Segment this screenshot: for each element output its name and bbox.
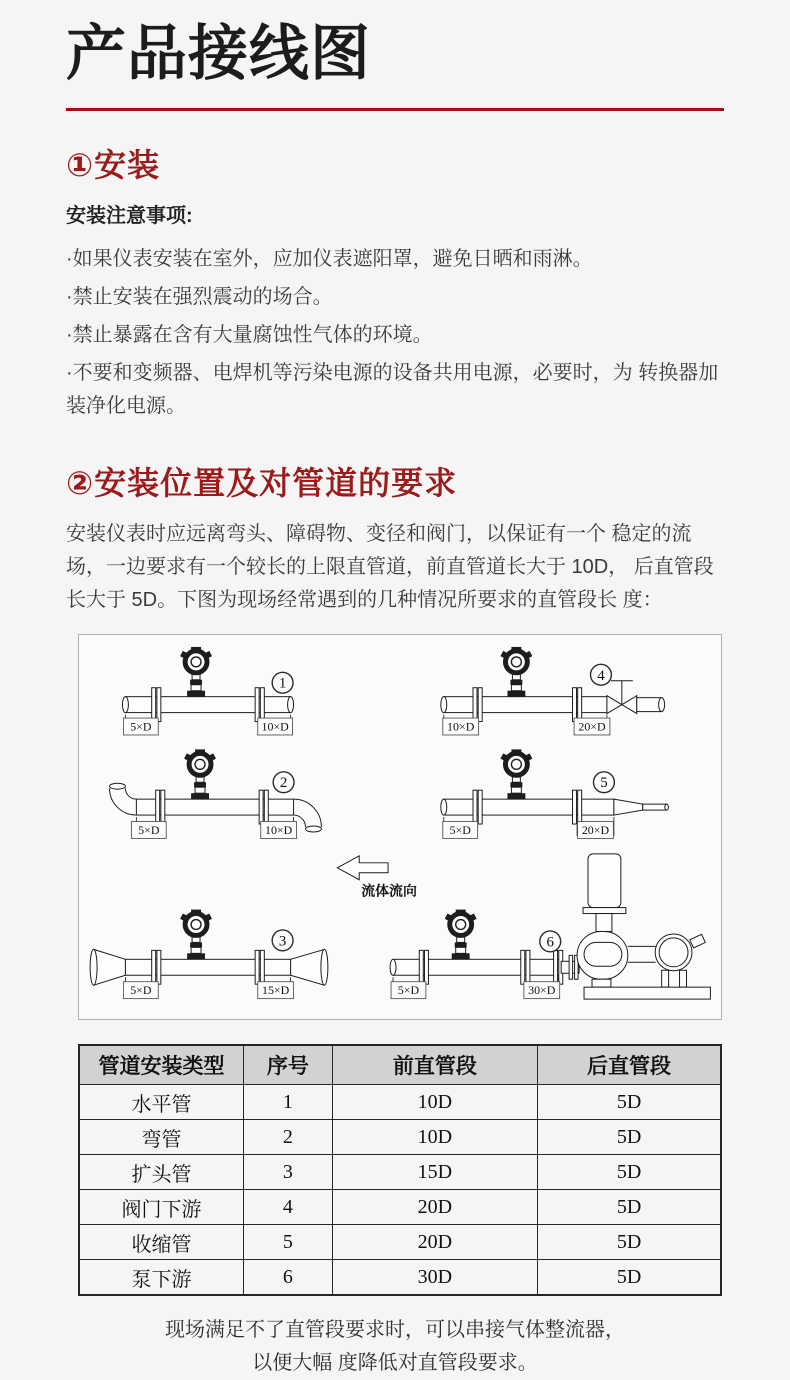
svg-text:1: 1 [278, 675, 287, 692]
table-cell: 5D [538, 1260, 721, 1296]
section-title: 安装 [94, 147, 161, 183]
flowmeter-icon [180, 647, 212, 697]
section-title: 安装位置及对管道的要求 [94, 465, 458, 501]
table-cell: 2 [243, 1120, 332, 1155]
config-number-badge [272, 672, 293, 693]
svg-text:5×D: 5×D [138, 822, 160, 837]
flowmeter-icon [445, 910, 477, 960]
svg-text:5×D: 5×D [130, 719, 152, 734]
note-item: ·如果仪表安装在室外，应加仪表遮阳罩，避免日晒和雨淋。 [66, 248, 593, 270]
table-row [79, 1225, 721, 1260]
table-cell: 10D [332, 1120, 537, 1155]
flow-arrow-icon [337, 856, 417, 900]
pipe-diagram-svg [79, 635, 721, 1019]
table-cell: 20D [332, 1225, 537, 1260]
svg-text:10×D: 10×D [261, 719, 289, 734]
table-cell: 5D [538, 1085, 721, 1120]
footer-line: 现场满足不了直管段要求时，可以串接气体整流器， [165, 1319, 625, 1341]
table-cell: 收缩管 [79, 1225, 243, 1260]
svg-text:5×D: 5×D [449, 822, 471, 837]
section-number: ① [66, 147, 95, 183]
table-row [79, 1085, 721, 1120]
table-cell: 4 [243, 1190, 332, 1225]
table-cell: 5D [538, 1120, 721, 1155]
diagram-config-1 [122, 647, 293, 735]
footer-note [66, 1314, 724, 1380]
diagram-config-2 [110, 749, 322, 838]
table-cell: 5D [538, 1225, 721, 1260]
footer-line: 以便大幅 度降低对直管段要求。 [252, 1352, 538, 1374]
table-row [79, 1190, 721, 1225]
table-cell: 6 [243, 1260, 332, 1296]
config-number-badge [593, 772, 614, 793]
svg-text:5×D: 5×D [130, 983, 152, 998]
config-number-badge [591, 664, 612, 685]
table-header-cell: 后直管段 [538, 1045, 721, 1085]
pipe-installation-diagram [78, 634, 722, 1020]
table-cell: 泵下游 [79, 1260, 243, 1296]
valve-icon [607, 681, 637, 714]
flowmeter-icon [500, 749, 532, 799]
table-header-cell: 前直管段 [332, 1045, 537, 1085]
diagram-config-3 [90, 910, 328, 999]
table-cell: 20D [332, 1190, 537, 1225]
table-row [79, 1120, 721, 1155]
svg-text:3: 3 [278, 933, 287, 950]
expander-icon [94, 949, 126, 985]
svg-text:6: 6 [546, 934, 554, 951]
page-title: 产品接线图 [66, 20, 371, 87]
svg-text:30×D: 30×D [528, 983, 556, 998]
flowmeter-icon [180, 910, 212, 960]
svg-text:20×D: 20×D [578, 719, 606, 734]
table-header-cell: 序号 [243, 1045, 332, 1085]
table-cell: 阀门下游 [79, 1190, 243, 1225]
position-paragraph: 安装仪表时应远离弯头、障碍物、变径和阀门，以保证有一个 稳定的流场，一边要求有一个较长的上限直管道，前直管道长大于 10D， 后直管段长大于 5D。下图为现场经常遇到的几种情况所要求的直管段长 度： [66, 523, 714, 611]
table-cell: 5D [538, 1190, 721, 1225]
svg-text:2: 2 [279, 775, 288, 792]
svg-text:15×D: 15×D [262, 983, 290, 998]
table-cell: 15D [332, 1155, 537, 1190]
diagram-config-6 [390, 854, 710, 999]
section-position-heading [66, 465, 724, 501]
table-cell: 5D [538, 1155, 721, 1190]
table-cell: 10D [332, 1085, 537, 1120]
config-number-badge [540, 931, 561, 952]
svg-text:5: 5 [600, 775, 608, 792]
svg-text:10×D: 10×D [264, 822, 293, 837]
table-cell: 3 [243, 1155, 332, 1190]
table-cell: 弯管 [79, 1120, 243, 1155]
install-notes-list [66, 243, 724, 423]
table-row [79, 1155, 721, 1190]
diagram-config-5 [441, 749, 669, 838]
note-item: ·不要和变频器、电焊机等污染电源的设备共用电源，必要时，为 转换器加装净化电源。 [66, 362, 719, 417]
pipe-requirements-table [78, 1044, 722, 1296]
section-number: ② [66, 465, 95, 501]
svg-text:10×D: 10×D [447, 719, 475, 734]
blower-icon [577, 854, 710, 999]
table-header-cell: 管道安装类型 [79, 1045, 243, 1085]
red-divider [66, 108, 724, 111]
config-number-badge [272, 930, 293, 951]
reducer-icon [614, 799, 643, 815]
notes-title: 安装注意事项: [66, 205, 193, 227]
table-cell: 扩头管 [79, 1155, 243, 1190]
flowmeter-icon [184, 749, 216, 799]
table-cell: 水平管 [79, 1085, 243, 1120]
svg-text:5×D: 5×D [397, 983, 420, 998]
table-cell: 30D [332, 1260, 537, 1296]
table-cell: 1 [243, 1085, 332, 1120]
table-cell: 5 [243, 1225, 332, 1260]
svg-text:20×D: 20×D [581, 822, 610, 837]
section-install-heading [66, 147, 724, 183]
flow-direction-label: 流体流向 [361, 884, 417, 900]
svg-text:4: 4 [597, 667, 605, 684]
flowmeter-icon [500, 647, 532, 697]
expander-icon [291, 949, 325, 985]
table-row [79, 1260, 721, 1296]
note-item: ·禁止安装在强烈震动的场合。 [66, 286, 333, 308]
diagram-config-4 [441, 647, 665, 735]
table-header-row [79, 1045, 721, 1085]
note-item: ·禁止暴露在含有大量腐蚀性气体的环境。 [66, 324, 433, 346]
config-number-badge [273, 772, 294, 793]
